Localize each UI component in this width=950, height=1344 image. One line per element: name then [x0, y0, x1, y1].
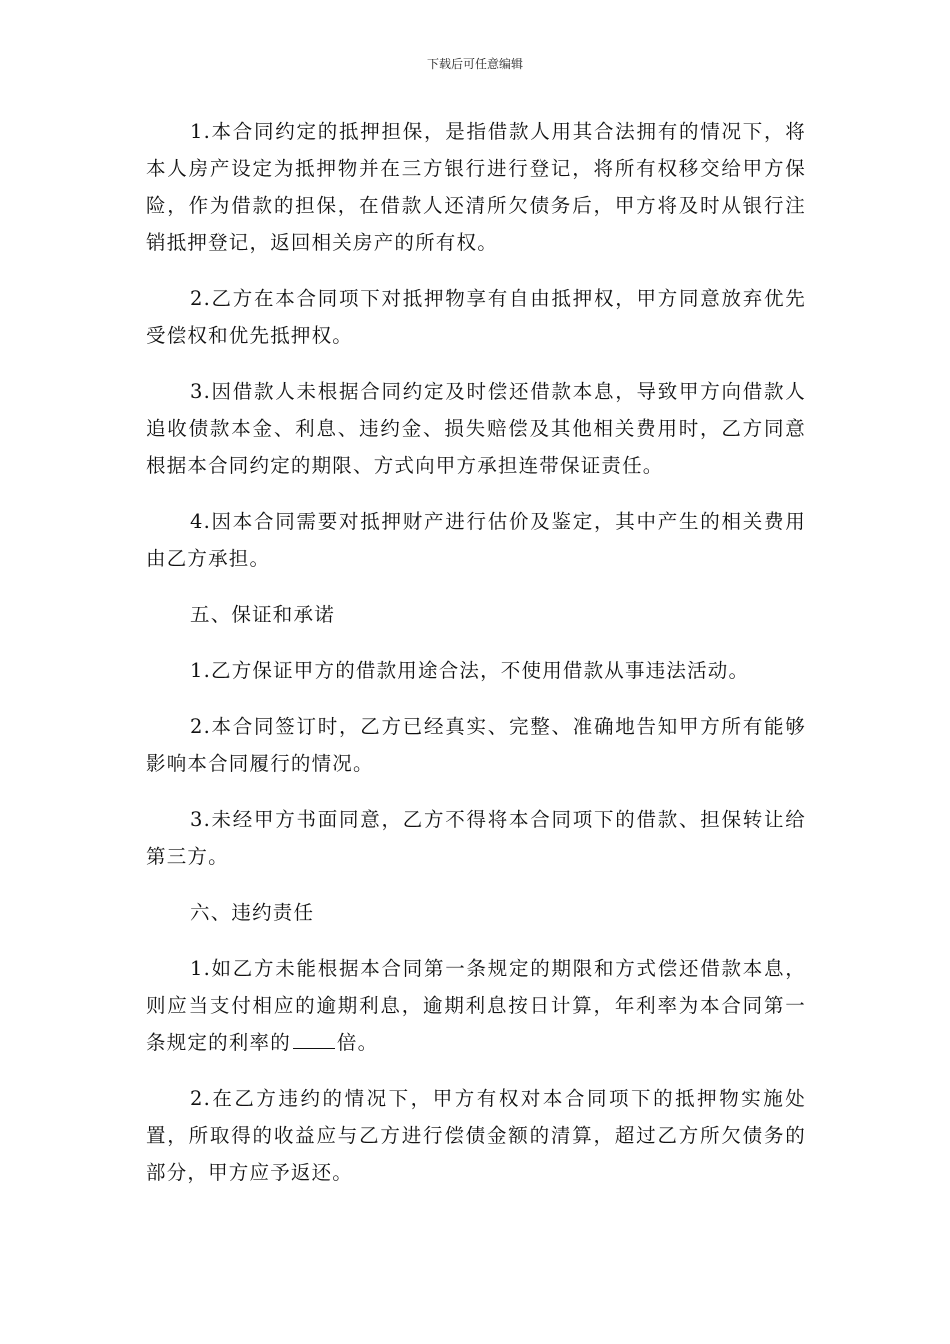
paragraph-mortgage-definition: 1.本合同约定的抵押担保，是指借款人用其合法拥有的情况下，将本人房产设定为抵押物并在三方银行进行登记，将所有权移交给甲方保险，作为借款的担保，在借款人还清所欠债务后，甲方将及时从银行注销抵押登记，返回相关房产的所有权。 [146, 120, 806, 254]
document-body [146, 113, 806, 1210]
section-heading-breach: 六、违约责任 [190, 901, 315, 924]
blank-fill-line [293, 1047, 335, 1049]
paragraph-joint-liability: 3.因借款人未根据合同约定及时偿还借款本息，导致甲方向借款人追收债款本金、利息、违约金、损失赔偿及其他相关费用时，乙方同意根据本合同约定的期限、方式向甲方承担连带保证责任。 [146, 380, 806, 477]
paragraph-appraisal-fees: 4.因本合同需要对抵押财产进行估价及鉴定，其中产生的相关费用由乙方承担。 [146, 510, 806, 570]
paragraph-collateral-disposal: 2.在乙方违约的情况下，甲方有权对本合同项下的抵押物实施处置，所取得的收益应与乙方进行偿债金额的清算，超过乙方所欠债务的部分，甲方应予返还。 [146, 1087, 806, 1184]
section-heading-guarantees: 五、保证和承诺 [190, 603, 335, 626]
paragraph-no-transfer: 3.未经甲方书面同意，乙方不得将本合同项下的借款、担保转让给第三方。 [146, 808, 806, 868]
overdue-interest-text: 1.如乙方未能根据本合同第一条规定的期限和方式偿还借款本息，则应当支付相应的逾期利息，逾期利息按日计算，年利率为本合同第一条规定的利率的 [146, 957, 806, 1054]
paragraph-lawful-use: 1.乙方保证甲方的借款用途合法，不使用借款从事违法活动。 [190, 659, 750, 682]
paragraph-overdue-interest [146, 950, 806, 1061]
page-header-note: 下载后可任意编辑 [426, 57, 523, 71]
paragraph-disclosure: 2.本合同签订时，乙方已经真实、完整、准确地告知甲方所有能够影响本合同履行的情况。 [146, 715, 806, 775]
paragraph-mortgage-right: 2.乙方在本合同项下对抵押物享有自由抵押权，甲方同意放弃优先受偿权和优先抵押权。 [146, 287, 806, 347]
overdue-interest-suffix: 倍。 [336, 1031, 379, 1054]
